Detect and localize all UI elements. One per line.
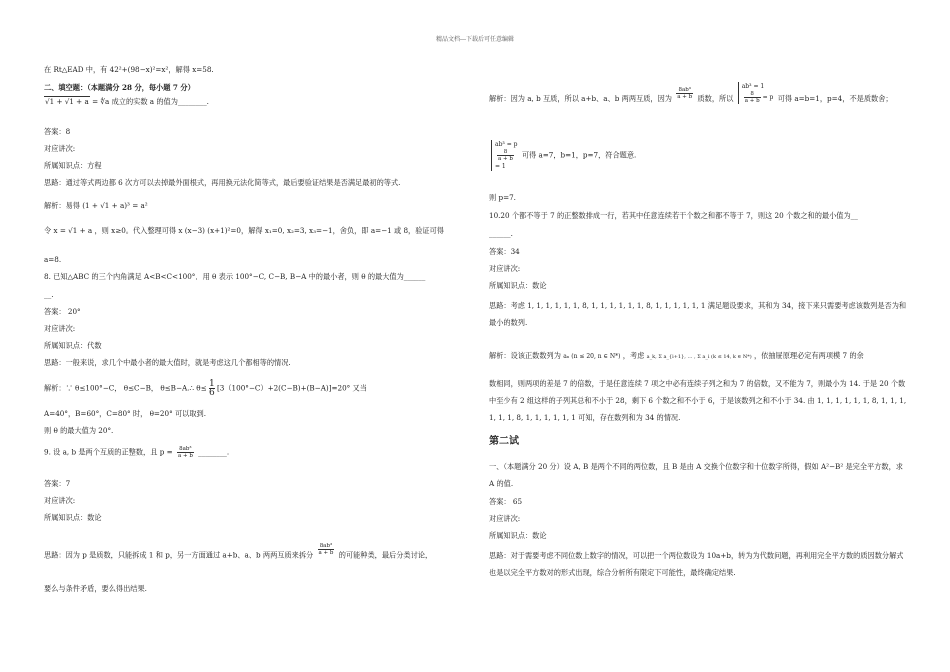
answer <box>489 496 522 507</box>
topic: 所属知识点：代数 <box>44 341 102 350</box>
text-line: a=8. <box>44 255 62 264</box>
text: 解析：因为 a, b 互质，所以 a+b、a、b 两两互质，因为 <box>489 94 672 103</box>
math-expression: = ∜a <box>92 97 110 106</box>
text: [3（100°−C）+2(C−B)+(B−A)]=20° 又当 <box>216 383 367 393</box>
topic: 所属知识点：数论 <box>44 513 102 522</box>
text: 令 <box>44 226 52 235</box>
numerator: 8ab³ <box>318 543 335 550</box>
denominator: a + b <box>744 98 760 104</box>
equation: ab³ = 1 <box>741 83 765 90</box>
topic: 所属知识点：数论 <box>489 531 547 540</box>
question-8: 8. 已知△ABC 的三个内角满足 A<B<C<100°．用 θ 表示 100°−C, C−B, B−A 中的最小者，则 θ 的最大值为______ <box>44 272 426 281</box>
approach: 思路：考虑 1, 1, 1, 1, 1, 1, 8, 1, 1, 1, 1, 1, 1, 8, 1, 1, 1, 1, 1, 1 满足题设要求，其和为 34，接下来只需要考虑该数列是否为和最小的数列. <box>489 301 907 327</box>
answer-value: 20° <box>67 307 81 316</box>
numerator: 1 <box>208 379 215 389</box>
fraction <box>209 380 215 397</box>
solution <box>44 380 367 397</box>
text: 解析：设该正数数列为 <box>489 351 561 360</box>
math-expression: x = √1 + a <box>53 226 93 235</box>
answer-label: 答案： <box>44 307 66 316</box>
question-10: 10.20 个都不等于 7 的正整数排成一行，若其中任意连续若干个数之和都不等于 7，则这 20 个数之和的最小值为__ <box>489 211 858 220</box>
denominator: a + b <box>498 156 513 162</box>
text: ，则 x≥0。代入整理可得 x (x−3) (x+1)²=0，解得 x₁=0, x₂=3, x₃=−1，舍负，即 a=−1 或 8，验证可得 <box>94 226 444 235</box>
denominator: a + b <box>677 93 693 100</box>
text: = 1 <box>495 163 506 170</box>
solution <box>489 83 893 110</box>
numerator: 8 <box>744 91 761 98</box>
fraction <box>676 87 693 100</box>
approach <box>44 543 433 562</box>
numerator: 8ab³ <box>676 87 693 94</box>
solution-label: 解析：易得 <box>44 201 80 210</box>
text: ，依抽屉原理必定有两项模 7 的余 <box>753 351 864 360</box>
text-line: 在 Rt△EAD 中，有 42²+(98−x)²=x²，解得 x=58. <box>44 65 214 74</box>
answer: 答案：7 <box>44 479 71 488</box>
text: ，考虑 <box>622 351 645 360</box>
fraction <box>177 446 194 459</box>
section-heading: 二、填空题：（本题满分 28 分，每小题 7 分） <box>44 83 195 92</box>
section-title: 第二试 <box>489 436 519 447</box>
answer-label: 答案： <box>489 497 511 506</box>
solution-case-2 <box>489 140 636 171</box>
math-expression: aₙ (n ≤ 20, n ∈ N*) <box>563 353 621 360</box>
lecture-ref: 对应讲次: <box>489 264 521 273</box>
page-header: 精品文档---下载后可任意编辑 <box>435 36 515 43</box>
text: 9. 设 a, b 是两个互质的正整数，且 <box>44 447 158 457</box>
approach: 思路：一般来说，求几个中最小者的最大值时，就是考虑这几个都相等的情况. <box>44 358 291 367</box>
solution-continued: 数相同，则两项的差是 7 的倍数，于是任意连续 7 项之中必有连续子列之和为 7 的倍数，又不能为 7，则最小为 14. 于是 20 个数中至少有 2 组这样的子列其总和不小于 28，剩下 6 个数之和不小于 6，于是该数列之和不小于 34. 由 1, 1, 1, 1, 1, 1, 8, 1, 1, 1, 1, 1, 1, 8, 1, 1, 1, 1, 1, 1 可知，存在数列和为 34 的情况. <box>489 379 907 422</box>
answer-value: 65 <box>512 497 523 506</box>
topic: 所属知识点：数论 <box>489 281 547 290</box>
equation: ab³ = p <box>495 141 518 148</box>
question-9 <box>44 446 229 459</box>
text: 可得 a=7，b=1，p=7，符合题意. <box>521 150 637 160</box>
lecture-ref: 对应讲次: <box>44 324 76 333</box>
numerator: 8ab³ <box>177 446 194 453</box>
equation-system <box>738 82 774 104</box>
text-line: A=40°，B=60°，C=80° 时， θ=20° 可以取到. <box>44 409 206 418</box>
math-expression: (1 + √1 + a)³ = a² <box>82 201 148 210</box>
solution <box>44 200 148 211</box>
math-expression: √1 + √1 + a <box>45 97 89 106</box>
approach: 思路：对于需要考虑不同位数上数字的情况，可以把一个两位数设为 10a+b，转为为代数问题，再利用完全平方数的质因数分解式也是以完全平方数对的形式出现，综合分析所有限定下可能性，最终确定结果. <box>489 551 904 577</box>
text: 可得 a=b=1，p=4，不是质数舍； <box>777 94 893 103</box>
text-line: 要么与条件矛盾，要么得出结果. <box>44 584 147 593</box>
solution <box>489 350 864 363</box>
equation <box>742 91 774 104</box>
question-10-tail: ______. <box>489 229 513 238</box>
denominator: a + b <box>177 453 193 459</box>
text: 解析：∵ θ≤100°−C， θ≤C−B， θ≤B−A.∴ θ≤ <box>44 383 207 393</box>
text: 质数，所以 <box>697 94 734 103</box>
solution-continued <box>44 225 444 236</box>
text-line: 则 p=7. <box>489 193 516 202</box>
text: 的可能种类，最后分类讨论， <box>338 550 433 560</box>
math-expression: a_k, Σ a_{i+1}, … , Σ a_i (k ≤ 14, k ∈ N*) <box>646 354 752 360</box>
denominator: 6 <box>208 388 215 398</box>
question-8-tail: __. <box>44 290 54 299</box>
lecture-ref: 对应讲次: <box>44 496 76 505</box>
numerator: 8 <box>497 149 514 156</box>
topic: 所属知识点：方程 <box>44 161 102 170</box>
equation-system <box>491 140 518 171</box>
equation <box>495 149 518 162</box>
lecture-ref: 对应讲次: <box>44 144 76 153</box>
answer: 答案：34 <box>489 247 520 256</box>
fraction <box>318 543 335 556</box>
question-7 <box>44 96 209 107</box>
text: 思路：因为 p 是质数，只能拆成 1 和 p，另一方面通过 a+b、a、b 两两互质来拆分 <box>44 550 314 560</box>
blank: ________. <box>198 447 230 457</box>
question-text: 成立的实数 a 的值为________. <box>111 97 209 106</box>
math-expression: p = <box>159 447 173 457</box>
approach: 思路：通过等式两边都 6 次方可以去掉最外面根式，再用换元法化简等式，最后要验证结果是否满足最初的等式. <box>44 178 401 187</box>
denominator: a + b <box>318 550 334 556</box>
text: = p <box>762 94 774 101</box>
question-11: 一、（本题满分 20 分）设 A, B 是两个不同的两位数，且 B 是由 A 交换个位数字和十位数字所得，假如 A²−B² 是完全平方数，求 A 的值. <box>489 462 903 488</box>
answer: 答案：8 <box>44 127 71 136</box>
text-line: 则 θ 的最大值为 20°. <box>44 426 114 435</box>
lecture-ref: 对应讲次: <box>489 514 521 523</box>
answer <box>44 306 81 317</box>
